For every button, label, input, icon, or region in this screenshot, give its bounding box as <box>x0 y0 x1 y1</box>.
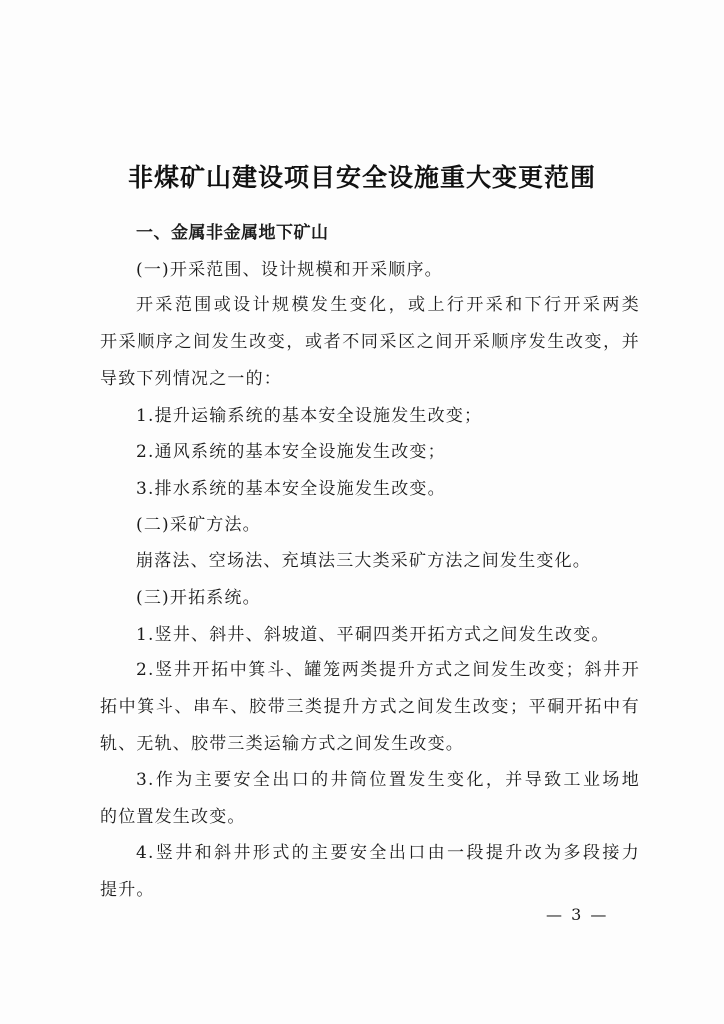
subsection-heading: (二)采矿方法。 <box>136 515 261 535</box>
paragraph-line: 的位置发生改变。 <box>100 807 246 827</box>
subsection-heading: (三)开拓系统。 <box>136 588 261 608</box>
list-item: 3.排水系统的基本安全设施发生改变。 <box>136 479 446 499</box>
paragraph-line: 崩落法、空场法、充填法三大类采矿方法之间发生变化。 <box>136 551 591 571</box>
list-item: 1.提升运输系统的基本安全设施发生改变； <box>136 406 483 426</box>
paragraph-line: 轨、无轨、胶带三类运输方式之间发生改变。 <box>100 734 464 754</box>
subsection-heading: (一)开采范围、设计规模和开采顺序。 <box>136 260 443 280</box>
list-item: 2.通风系统的基本安全设施发生改变； <box>136 442 446 462</box>
paragraph-line: 拓中箕斗、串车、胶带三类提升方式之间发生改变；平硐开拓中有 <box>100 697 640 717</box>
list-item: 2.竖井开拓中箕斗、罐笼两类提升方式之间发生改变；斜井开 <box>136 660 640 680</box>
list-item: 4.竖井和斜井形式的主要安全出口由一段提升改为多段接力 <box>136 843 640 863</box>
paragraph-line: 提升。 <box>100 880 155 900</box>
paragraph-line: 导致下列情况之一的： <box>100 369 282 389</box>
list-item: 1.竖井、斜井、斜坡道、平硐四类开拓方式之间发生改变。 <box>136 625 610 645</box>
page-number: — 3 — <box>546 905 609 924</box>
document-title: 非煤矿山建设项目安全设施重大变更范围 <box>127 163 596 192</box>
paragraph-line: 开采顺序之间发生改变，或者不同采区之间开采顺序发生改变，并 <box>100 332 640 352</box>
list-item: 3.作为主要安全出口的井筒位置发生变化，并导致工业场地 <box>136 770 640 790</box>
paragraph-line: 开采范围或设计规模发生变化，或上行开采和下行开采两类 <box>136 295 640 315</box>
section-heading: 一、金属非金属地下矿山 <box>136 223 329 243</box>
